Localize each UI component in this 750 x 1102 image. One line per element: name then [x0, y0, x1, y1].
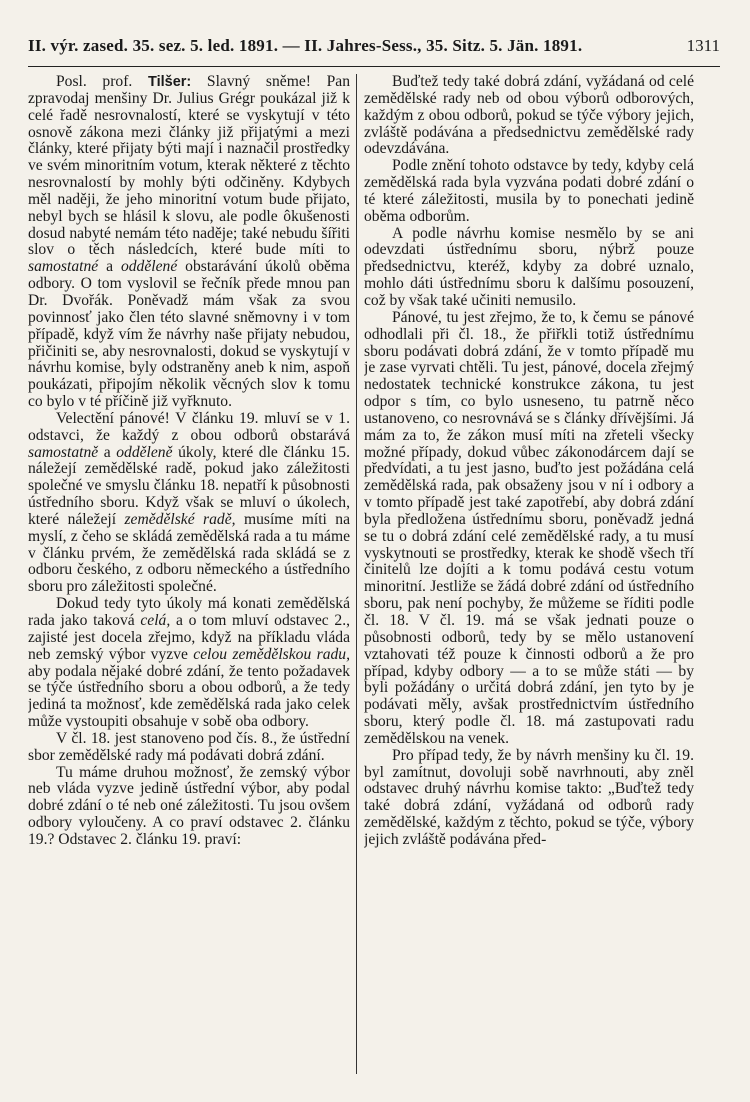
- paragraph: Tu máme druhou možnosť, že zemský výbor neb vláda vyzve jedině ústřední výbor, aby podal dobré zdání o té neb oné záležitosti. Tu jsou ovšem odbory vyloučeny. A co praví odstavec 2. článku 19.? Odstavec 2. článku 19. praví:: [28, 763, 350, 848]
- header-title: II. výr. zased. 35. sez. 5. led. 1891. — II. Jahres-Sess., 35. Sitz. 5. Jän. 1891.: [28, 36, 583, 55]
- page-number: 1311: [686, 36, 720, 55]
- paragraph: Dokud tedy tyto úkoly má konati zemědělská rada jako taková celá, a o tom mluví odstavec 2., zajisté jest docela zřejmo, když na příkladu vláda neb zemský výbor vyzve celou zemědělskou radu, aby podala nějaké dobré zdání, že tento požadavek se týče ústředního sboru a obou odborů, a že tedy jediná ta možnosť, kde zemědělská rada jako celek může vystoupiti obsahuje v sobě oba odbory.: [28, 595, 350, 731]
- paragraph: V čl. 18. jest stanoveno pod čís. 8., že ústřední sbor zemědělské rady má podávati dobrá zdání.: [28, 729, 350, 764]
- speaker-name: Tilšer:: [147, 74, 192, 90]
- paragraph: Buďtež tedy také dobrá zdání, vyžádaná od celé zemědělské rady neb od obou výborů odborových, každým z obou odborů, pokud se týče výbory jejich, zvláště podávána a předsednictvu zemědělské rady odevzdávána.: [364, 74, 694, 158]
- running-header: [28, 36, 720, 67]
- paragraph: Velectění pánové! V článku 19. mluví se v 1. odstavci, že každý z obou odborů obstarává samostatně a odděleně úkoly, které dle článku 15. náležejí zemědělské radě, pokud jako záležitosti společné ve smyslu článku 18. nepatří k působnosti ústředního sboru. Když však se mluví o úkolech, které náležejí zemědělské radě, musíme míti na myslí, z čeho se skládá zemědělská rada a tu máme v článku prvém, že zemědělská rada skládá se z odboru českého, z odboru německého a ústředního sboru pro záležitosti společné.: [28, 409, 350, 596]
- paragraph: Pánové, tu jest zřejmo, že to, k čemu se pánové odhodlali při čl. 18., že přiřkli totiž ústřednímu sboru podávati dobrá zdání, že v tomto případě mu je zase vyrvati chtěli. Tu jest, pánové, docela zřejmý nedostatek technické konstrukce zákona, tu jest odpor s tím, co bylo usneseno, tu patrně něco ustanoveno, co nesrovnává se s články dřívějšími. Já mám za to, že zákon musí míti na zřeteli všecky možné případy, dokud vůbec zákonodárcem dají se předvídati, a tu jest jasno, buďto jest požádána celá zemědělská rada, pak obsaženy jsou v ní i odbory a v tomto případě jest také zapotřebí, aby dobrá zdání byla předložena ústřednímu sboru, poněvadž jedná se tu o dobrá zdání celé zemědělské rady, a tu musí vyskytnouti se prostředky, kterak ke shodě všech tří činitelů lze dojíti a k tomu podává cestu votum minoritní. Jestliže se žádá dobré zdání od ústředního sboru, pak není pochyby, že můžeme se říditi podle čl. 18. V čl. 19. má se však jednati pouze o působnosti odborů, tedy by se mělo ustanovení vztahovati též pouze k činnosti odborů a že pro případ, kdyby odbory — a to se může státi — by byli požádány o určitá dobrá zdání, jen tyto by je podávati měly, avšak prostřednictvím ústředního sboru, který podle čl. 18. má zastupovati radu zemědělskou na venek.: [364, 308, 694, 747]
- left-column: [28, 74, 350, 849]
- paragraph: A podle návrhu komise nesmělo by se ani odevzdati ústřednímu sboru, nýbrž pouze předsednictvu, kteréž, kdyby za dobré uznalo, mohlo dáti ústřednímu sboru k dalšímu posouzení, což by však také učiniti nemusilo.: [364, 224, 694, 309]
- paragraph: Posl. prof. Tilšer: Slavný sněme! Pan zpravodaj menšiny Dr. Julius Grégr poukázal již k celé řadě nesrovnalostí, které se vyskytují v této osnově zákona mezi články již přijatými a mezi články, které přijaty býti mají i naznačil prostředky ve svém minoritním votum, kterak některé z těchto nesrovnalostí by mohly býti odčiněny. Kdybych měl naději, že jeho minoritní votum bude přijato, nebyl bych se hlásil k slovu, ale podle ôkušenosti dosud nabyté nemám této naděje; také nebudu šířiti slov o těch následcích, které bude míti to samostatné a oddělené obstarávání úkolů oběma odbory. O tom vyslovil se řečník přede mnou pan Dr. Dvořák. Poněvadž mám však za svou povinnosť jako člen této slavné sněmovny i v tom případě, když vím že návrhy naše přijaty nebudou, přičiniti se, aby nesrovnalosti, dokud se vyskytují v návrhu komise, byly odstraněny aneb k nim, aspoň poukázati, připojím několik věcných slov k tomu co bylo v té příčině již vyřknuto.: [28, 74, 350, 411]
- column-divider: [356, 74, 357, 1074]
- right-column: [364, 74, 694, 849]
- paragraph: Pro případ tedy, že by návrh menšiny ku čl. 19. byl zamítnut, dovoluji sobě navrhnouti, aby zněl odstavec druhý návrhu komise takto: „Buďtež tedy také dobrá zdání, vyžádaná od odborů rady zemědělské, každým z těchto, pokud se týče, výbory jejich zvláště podávána před-: [364, 746, 694, 848]
- paragraph: Podle znění tohoto odstavce by tedy, kdyby celá zemědělská rada byla vyzvána podati dobré zdání o té které záležitosti, musila by to ponechati jedině oběma odborům.: [364, 157, 694, 225]
